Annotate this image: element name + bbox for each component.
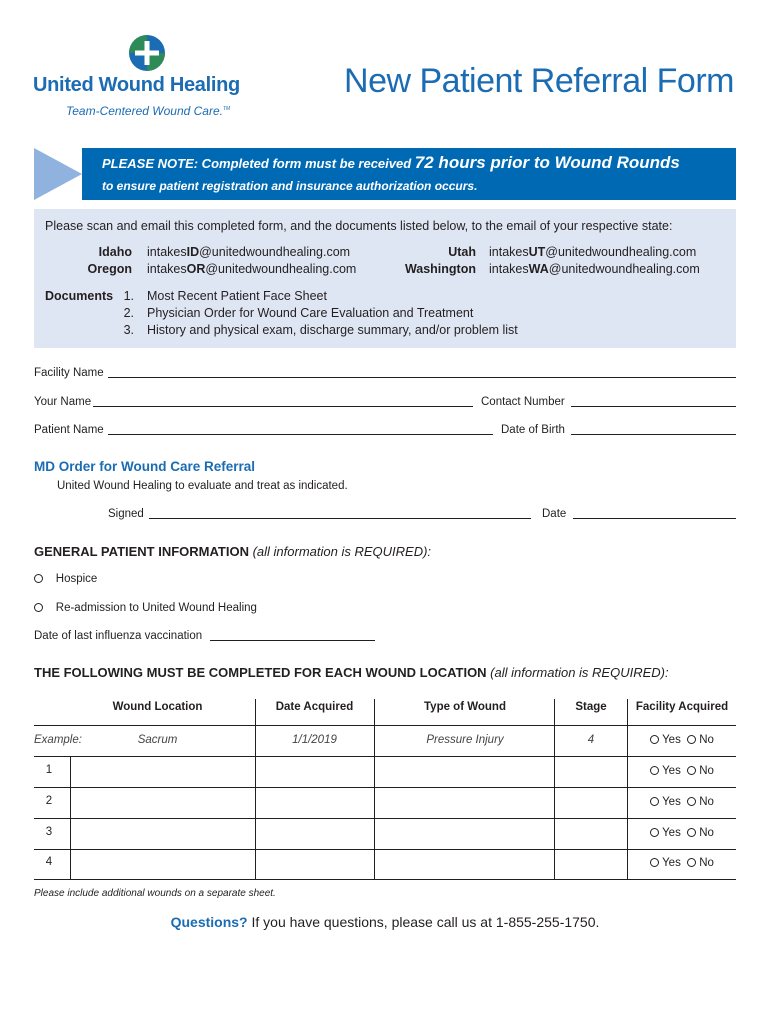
- radio-icon[interactable]: [650, 766, 659, 775]
- col-type-of-wound: Type of Wound: [424, 701, 506, 713]
- hospice-option[interactable]: Hospice: [34, 573, 97, 585]
- col-date-acquired: Date Acquired: [275, 701, 354, 713]
- example-type: Pressure Injury: [426, 734, 504, 746]
- wound-table: [34, 693, 736, 880]
- table-divider: [627, 699, 628, 879]
- readmission-option[interactable]: Re-admission to United Wound Healing: [34, 602, 257, 614]
- date-of-birth-field[interactable]: [571, 434, 736, 435]
- contact-number-field[interactable]: [571, 406, 736, 407]
- document-num: 2.: [123, 306, 134, 320]
- document-item: Most Recent Patient Face Sheet: [147, 289, 327, 303]
- instructions-intro: Please scan and email this completed form, and the documents listed below, to the email of your respective state:: [45, 219, 673, 233]
- row-number: 1: [45, 764, 53, 776]
- example-label: Example:: [34, 734, 82, 746]
- radio-icon[interactable]: [687, 766, 696, 775]
- facility-acquired-choice[interactable]: Yes No: [628, 765, 736, 777]
- facility-acquired-choice[interactable]: Yes No: [628, 827, 736, 839]
- document-num: 3.: [123, 323, 134, 337]
- col-stage: Stage: [575, 701, 607, 713]
- wound-section-title: THE FOLLOWING MUST BE COMPLETED FOR EACH WOUND LOCATION (all information is REQUIRED):: [34, 665, 669, 680]
- brand-tagline: Team-Centered Wound Care.™: [66, 104, 231, 118]
- arrow-right-icon: [34, 148, 82, 200]
- facility-acquired-choice[interactable]: Yes No: [628, 796, 736, 808]
- row-number: 4: [45, 856, 53, 868]
- radio-icon[interactable]: [34, 603, 43, 612]
- radio-icon[interactable]: [687, 858, 696, 867]
- state-washington: Washington: [404, 262, 476, 276]
- table-divider: [374, 699, 375, 879]
- col-wound-location: Wound Location: [112, 701, 203, 713]
- table-rule: [34, 879, 736, 880]
- flu-vaccination-label: Date of last influenza vaccination: [34, 630, 203, 642]
- email-utah: intakesUT@unitedwoundhealing.com: [489, 245, 697, 259]
- email-oregon: intakesOR@unitedwoundhealing.com: [147, 262, 357, 276]
- brand-name: United Wound Healing: [33, 74, 240, 96]
- note-line-1: PLEASE NOTE: Completed form must be received 72 hours prior to Wound Rounds: [102, 153, 680, 172]
- document-num: 1.: [123, 289, 134, 303]
- document-item: Physician Order for Wound Care Evaluation and Treatment: [147, 306, 474, 320]
- signed-label: Signed: [108, 508, 144, 520]
- email-washington: intakesWA@unitedwoundhealing.com: [489, 262, 700, 276]
- radio-icon[interactable]: [687, 797, 696, 806]
- md-date-field[interactable]: [573, 518, 736, 519]
- state-idaho: Idaho: [98, 245, 132, 259]
- radio-icon[interactable]: [650, 858, 659, 867]
- example-date: 1/1/2019: [292, 734, 337, 746]
- documents-label: Documents: [45, 289, 114, 303]
- row-number: 3: [45, 826, 53, 838]
- table-divider: [554, 699, 555, 879]
- md-order-title: MD Order for Wound Care Referral: [34, 459, 256, 474]
- table-rule: [34, 756, 736, 757]
- table-divider: [255, 699, 256, 879]
- patient-name-field[interactable]: [108, 434, 493, 435]
- additional-wounds-note: Please include additional wounds on a separate sheet.: [34, 888, 276, 899]
- patient-name-label: Patient Name: [34, 424, 104, 436]
- contact-number-label: Contact Number: [481, 396, 565, 408]
- note-line-2: to ensure patient registration and insurance authorization occurs.: [102, 179, 478, 193]
- facility-name-label: Facility Name: [34, 367, 104, 379]
- document-item: History and physical exam, discharge summary, and/or problem list: [147, 323, 518, 337]
- radio-icon[interactable]: [650, 797, 659, 806]
- md-order-text: United Wound Healing to evaluate and treat as indicated.: [57, 480, 348, 492]
- table-rule: [34, 725, 736, 726]
- signature-field[interactable]: [149, 518, 531, 519]
- date-of-birth-label: Date of Birth: [501, 424, 565, 436]
- facility-acquired-choice[interactable]: Yes No: [628, 857, 736, 869]
- state-oregon: Oregon: [87, 262, 132, 276]
- example-stage: 4: [587, 734, 595, 746]
- md-date-label: Date: [542, 508, 567, 520]
- state-utah: Utah: [448, 245, 476, 259]
- example-facility-acquired: Yes No: [628, 734, 736, 746]
- radio-icon: [687, 735, 696, 744]
- general-info-title: GENERAL PATIENT INFORMATION (all information is REQUIRED):: [34, 544, 432, 559]
- table-rule: [34, 818, 736, 819]
- questions-line: Questions? If you have questions, please call us at 1-855-255-1750.: [170, 914, 600, 930]
- radio-icon: [650, 735, 659, 744]
- logo-cross-icon: [128, 34, 166, 72]
- table-rule: [34, 849, 736, 850]
- your-name-label: Your Name: [34, 396, 92, 408]
- table-rule: [34, 787, 736, 788]
- radio-icon[interactable]: [650, 828, 659, 837]
- example-location: Sacrum: [137, 734, 178, 746]
- radio-icon[interactable]: [34, 574, 43, 583]
- email-idaho: intakesID@unitedwoundhealing.com: [147, 245, 351, 259]
- facility-name-field[interactable]: [108, 377, 736, 378]
- your-name-field[interactable]: [93, 406, 473, 407]
- radio-icon[interactable]: [687, 828, 696, 837]
- page-title: New Patient Referral Form: [344, 62, 734, 100]
- flu-vaccination-field[interactable]: [210, 640, 375, 641]
- col-facility-acquired: Facility Acquired: [635, 701, 729, 713]
- row-number: 2: [45, 795, 53, 807]
